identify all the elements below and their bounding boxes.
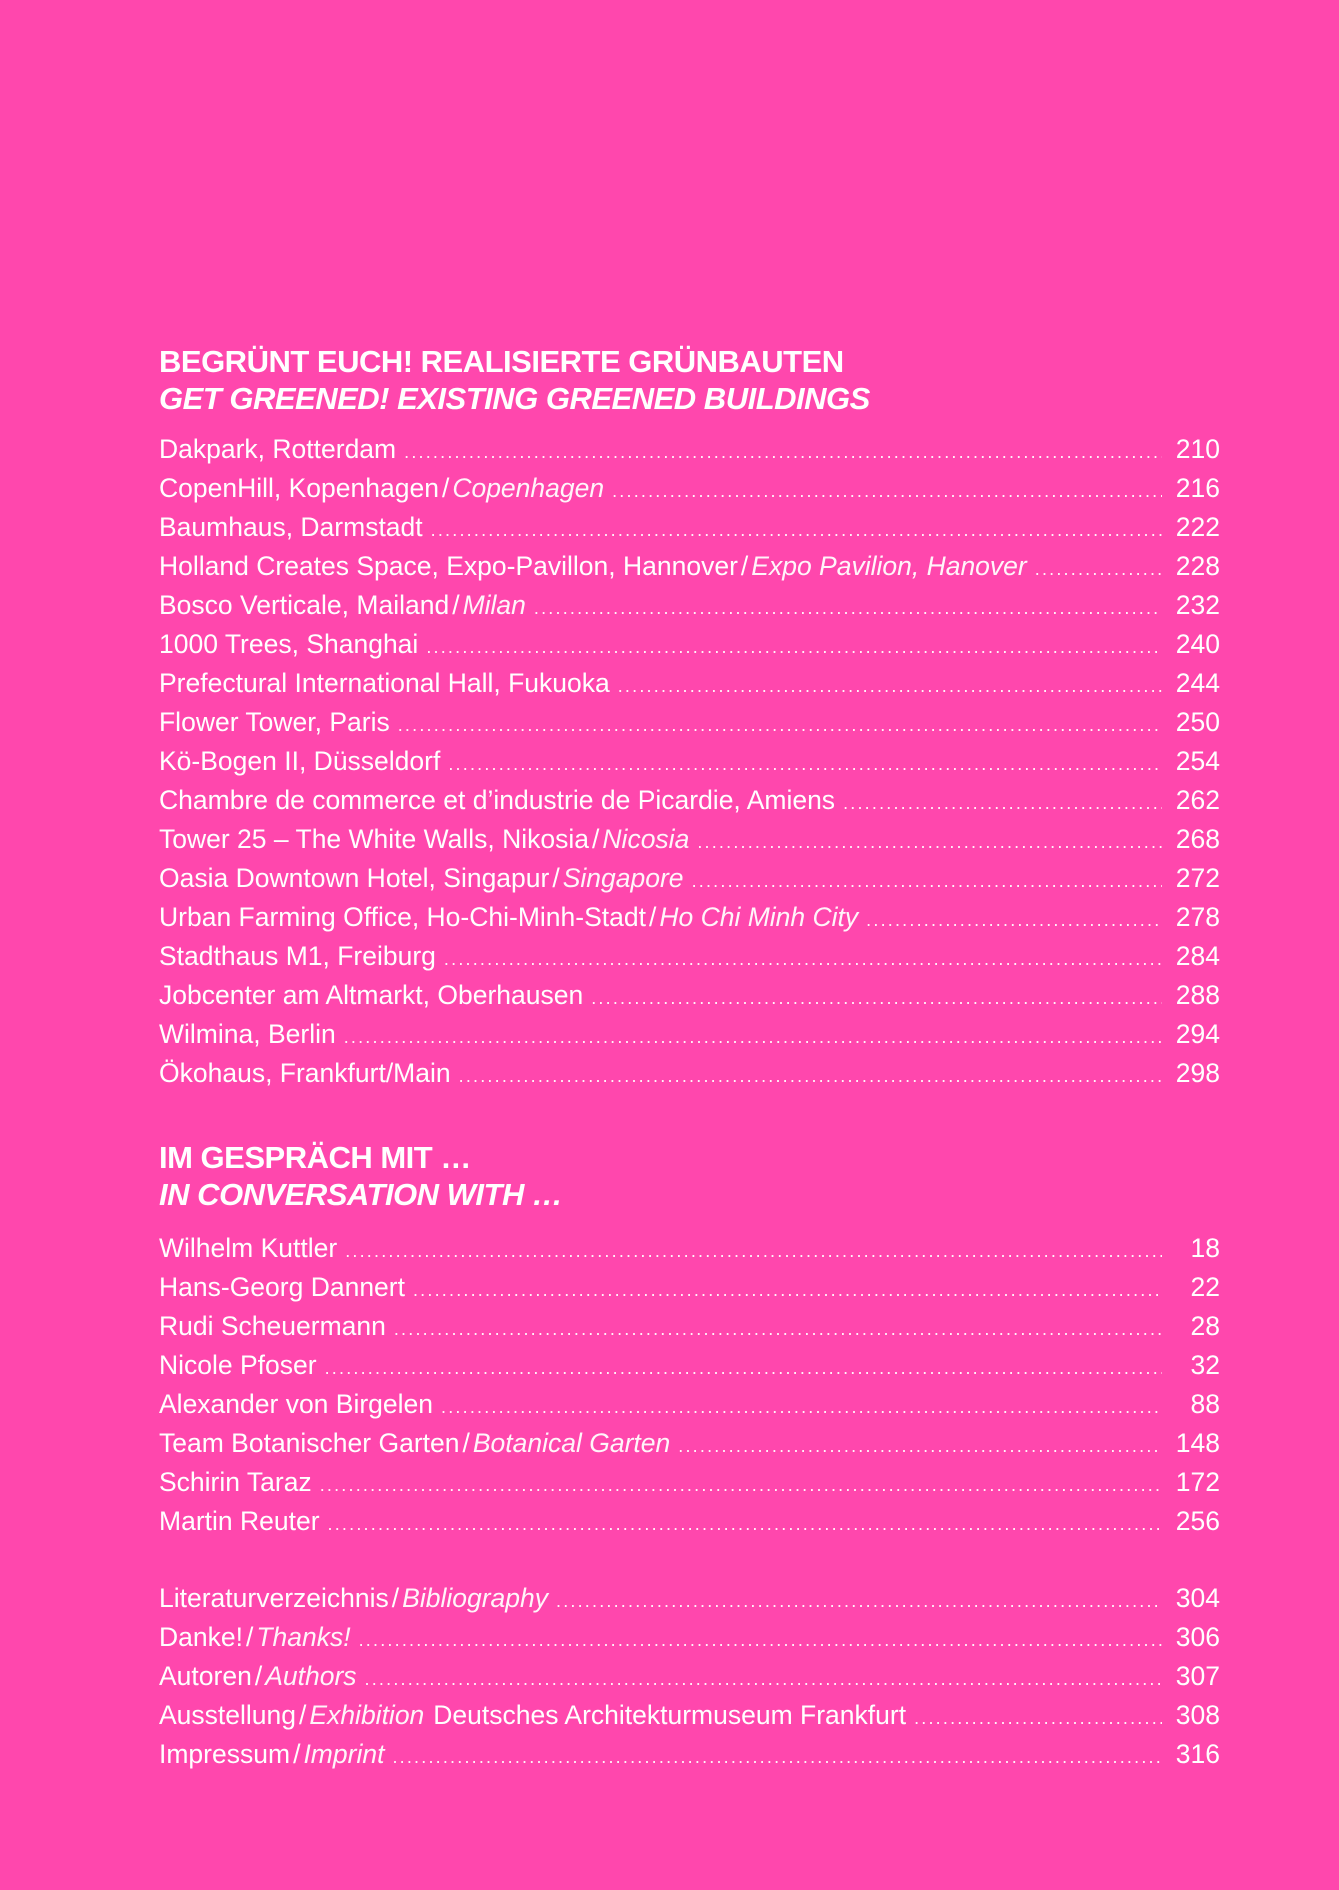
entry-title: Urban Farming Office, Ho-Chi-Minh-Stadt [159, 902, 646, 932]
entry-separator: / [254, 1661, 263, 1691]
entry-title: Impressum [159, 1739, 291, 1769]
entry-separator: / [245, 1622, 254, 1652]
toc-entry[interactable] [159, 1054, 1220, 1093]
entry-title-en: Expo Pavilion, Hanover [751, 551, 1027, 581]
dot-leader [344, 1018, 1162, 1057]
dot-leader [398, 706, 1162, 745]
entry-title: Rudi Scheuermann [159, 1311, 386, 1341]
dot-leader [1035, 550, 1162, 589]
entry-title: Alexander von Birgelen [159, 1389, 434, 1419]
entry-title: Schirin Taraz [159, 1467, 312, 1497]
entry-separator: / [740, 551, 749, 581]
entry-title: Oasia Downtown Hotel, Singapur [159, 863, 550, 893]
page-number: 254 [1175, 746, 1220, 776]
section-title-en: GET GREENED! EXISTING GREENED BUILDINGS [159, 381, 870, 416]
toc-entry[interactable] [159, 508, 1220, 547]
section-title-de: BEGRÜNT EUCH! REALISIERTE GRÜNBAUTEN [159, 344, 844, 379]
toc-entry[interactable] [159, 781, 1220, 820]
toc-entry[interactable] [159, 1502, 1220, 1541]
page-number: 216 [1175, 473, 1220, 503]
page-number: 268 [1175, 824, 1220, 854]
page-number: 298 [1175, 1058, 1220, 1088]
entry-title: Flower Tower, Paris [159, 707, 390, 737]
entry-title-en: Ho Chi Minh City [659, 902, 859, 932]
entry-separator: / [452, 590, 460, 620]
entry-separator: / [299, 1700, 307, 1730]
page-number: 308 [1175, 1700, 1220, 1730]
toc-entry[interactable] [159, 547, 1220, 586]
entry-separator: / [592, 824, 600, 854]
dot-leader [866, 901, 1162, 940]
entry-title: Ökohaus, Frankfurt/Main [159, 1058, 451, 1088]
dot-leader [394, 1310, 1162, 1349]
page-number: 288 [1175, 980, 1220, 1010]
entry-title-en: Imprint [303, 1739, 385, 1769]
entry-title: Bosco Verticale, Mailand [159, 590, 450, 620]
page-number: 272 [1175, 863, 1220, 893]
toc-entry[interactable] [159, 1579, 1220, 1618]
toc-entry[interactable] [159, 1657, 1220, 1696]
entry-title: Ausstellung [159, 1700, 297, 1730]
page-number: 210 [1175, 434, 1220, 464]
toc-entry[interactable] [159, 859, 1220, 898]
toc-entry[interactable] [159, 1424, 1220, 1463]
page-number: 306 [1175, 1622, 1220, 1652]
dot-leader [392, 1738, 1162, 1777]
dot-leader [843, 784, 1162, 823]
table-of-contents [159, 343, 1220, 1774]
dot-leader [441, 1388, 1162, 1427]
toc-list-conversations [159, 1229, 1220, 1541]
entry-title: Baumhaus, Darmstadt [159, 512, 423, 542]
toc-entry[interactable] [159, 664, 1220, 703]
entry-title: Jobcenter am Altmarkt, Oberhausen [159, 980, 584, 1010]
dot-leader [345, 1232, 1162, 1271]
toc-entry[interactable] [159, 898, 1220, 937]
dot-leader [591, 979, 1162, 1018]
toc-entry[interactable] [159, 1696, 1220, 1735]
page-number: 307 [1175, 1661, 1220, 1691]
toc-entry[interactable] [159, 703, 1220, 742]
entry-separator: / [293, 1739, 301, 1769]
dot-leader [444, 940, 1162, 979]
page-number: 148 [1175, 1428, 1220, 1458]
entry-separator: / [552, 863, 560, 893]
toc-entry[interactable] [159, 1229, 1220, 1268]
entry-separator: / [648, 902, 657, 932]
entry-title: Tower 25 – The White Walls, Nikosia [159, 824, 590, 854]
entry-title-suffix: Deutsches Architekturmuseum Frankfurt [433, 1700, 907, 1730]
page-number: 240 [1175, 629, 1220, 659]
entry-title: Literaturverzeichnis [159, 1583, 389, 1613]
toc-entry[interactable] [159, 1618, 1220, 1657]
page-number: 228 [1175, 551, 1220, 581]
page-number: 18 [1190, 1233, 1220, 1263]
entry-separator: / [441, 473, 450, 503]
section-heading [159, 1139, 1220, 1213]
section-title-en: IN CONVERSATION WITH … [159, 1177, 563, 1212]
page-number: 278 [1175, 902, 1220, 932]
entry-title-en: Nicosia [602, 824, 690, 854]
dot-leader [697, 823, 1162, 862]
dot-leader [404, 433, 1162, 472]
toc-entry[interactable] [159, 1735, 1220, 1774]
toc-entry[interactable] [159, 625, 1220, 664]
page-number: 32 [1190, 1350, 1220, 1380]
page-number: 284 [1175, 941, 1220, 971]
entry-separator: / [462, 1428, 470, 1458]
page-number: 316 [1175, 1739, 1220, 1769]
entry-title: Martin Reuter [159, 1506, 320, 1536]
toc-entry[interactable] [159, 742, 1220, 781]
entry-separator: / [391, 1583, 400, 1613]
page-number: 22 [1190, 1272, 1220, 1302]
dot-leader [692, 862, 1162, 901]
page-number: 88 [1190, 1389, 1220, 1419]
toc-entry[interactable] [159, 1385, 1220, 1424]
entry-title: CopenHill, Kopenhagen [159, 473, 439, 503]
page-number: 250 [1175, 707, 1220, 737]
entry-title: Dakpark, Rotterdam [159, 434, 397, 464]
page-number: 172 [1175, 1467, 1220, 1497]
entry-title: Autoren [159, 1661, 252, 1691]
entry-title: Danke! [159, 1622, 243, 1652]
entry-title: Wilmina, Berlin [159, 1019, 336, 1049]
entry-title-en: Exhibition [309, 1700, 425, 1730]
entry-title-en: Copenhagen [452, 473, 605, 503]
entry-title-en: Thanks! [256, 1622, 351, 1652]
dot-leader [365, 1660, 1162, 1699]
dot-leader [328, 1505, 1162, 1544]
entry-title: Nicole Pfoser [159, 1350, 317, 1380]
entry-title: 1000 Trees, Shanghai [159, 629, 419, 659]
toc-list-greened-buildings [159, 430, 1220, 1093]
dot-leader [320, 1466, 1162, 1505]
page-number: 28 [1190, 1311, 1220, 1341]
toc-entry[interactable] [159, 430, 1220, 469]
dot-leader [426, 628, 1162, 667]
dot-leader [431, 511, 1162, 550]
entry-title: Holland Creates Space, Expo-Pavillon, Hannover [159, 551, 738, 581]
dot-leader [556, 1582, 1162, 1621]
dot-leader [612, 472, 1162, 511]
toc-list-appendix [159, 1579, 1220, 1774]
dot-leader [618, 667, 1162, 706]
entry-title-en: Singapore [562, 863, 684, 893]
entry-title-en: Milan [462, 590, 526, 620]
toc-entry[interactable] [159, 820, 1220, 859]
entry-title: Team Botanischer Garten [159, 1428, 460, 1458]
entry-title: Prefectural International Hall, Fukuoka [159, 668, 610, 698]
toc-entry[interactable] [159, 1307, 1220, 1346]
entry-title-en: Botanical Garten [472, 1428, 671, 1458]
entry-title: Chambre de commerce et d’industrie de Picardie, Amiens [159, 785, 836, 815]
dot-leader [534, 589, 1162, 628]
toc-entry[interactable] [159, 1463, 1220, 1502]
page-number: 304 [1175, 1583, 1220, 1613]
page-number: 294 [1175, 1019, 1220, 1049]
entry-title: Hans-Georg Dannert [159, 1272, 405, 1302]
toc-entry[interactable] [159, 469, 1220, 508]
page-number: 232 [1175, 590, 1220, 620]
page-number: 222 [1175, 512, 1220, 542]
dot-leader [678, 1427, 1162, 1466]
dot-leader [359, 1621, 1162, 1660]
dot-leader [914, 1699, 1162, 1738]
dot-leader [413, 1271, 1162, 1310]
page-number: 256 [1175, 1506, 1220, 1536]
toc-entry[interactable] [159, 1346, 1220, 1385]
dot-leader [459, 1057, 1162, 1096]
dot-leader [448, 745, 1162, 784]
toc-entry[interactable] [159, 1015, 1220, 1054]
toc-entry[interactable] [159, 586, 1220, 625]
entry-title: Kö-Bogen II, Düsseldorf [159, 746, 441, 776]
toc-entry[interactable] [159, 937, 1220, 976]
toc-entry[interactable] [159, 976, 1220, 1015]
entry-title-en: Authors [265, 1661, 357, 1691]
entry-title-en: Bibliography [402, 1583, 548, 1613]
entry-title: Stadthaus M1, Freiburg [159, 941, 436, 971]
entry-title: Wilhelm Kuttler [159, 1233, 338, 1263]
toc-entry[interactable] [159, 1268, 1220, 1307]
section-heading [159, 343, 1220, 417]
page-number: 262 [1175, 785, 1220, 815]
dot-leader [325, 1349, 1162, 1388]
section-title-de: IM GESPRÄCH MIT … [159, 1140, 471, 1175]
page-number: 244 [1175, 668, 1220, 698]
